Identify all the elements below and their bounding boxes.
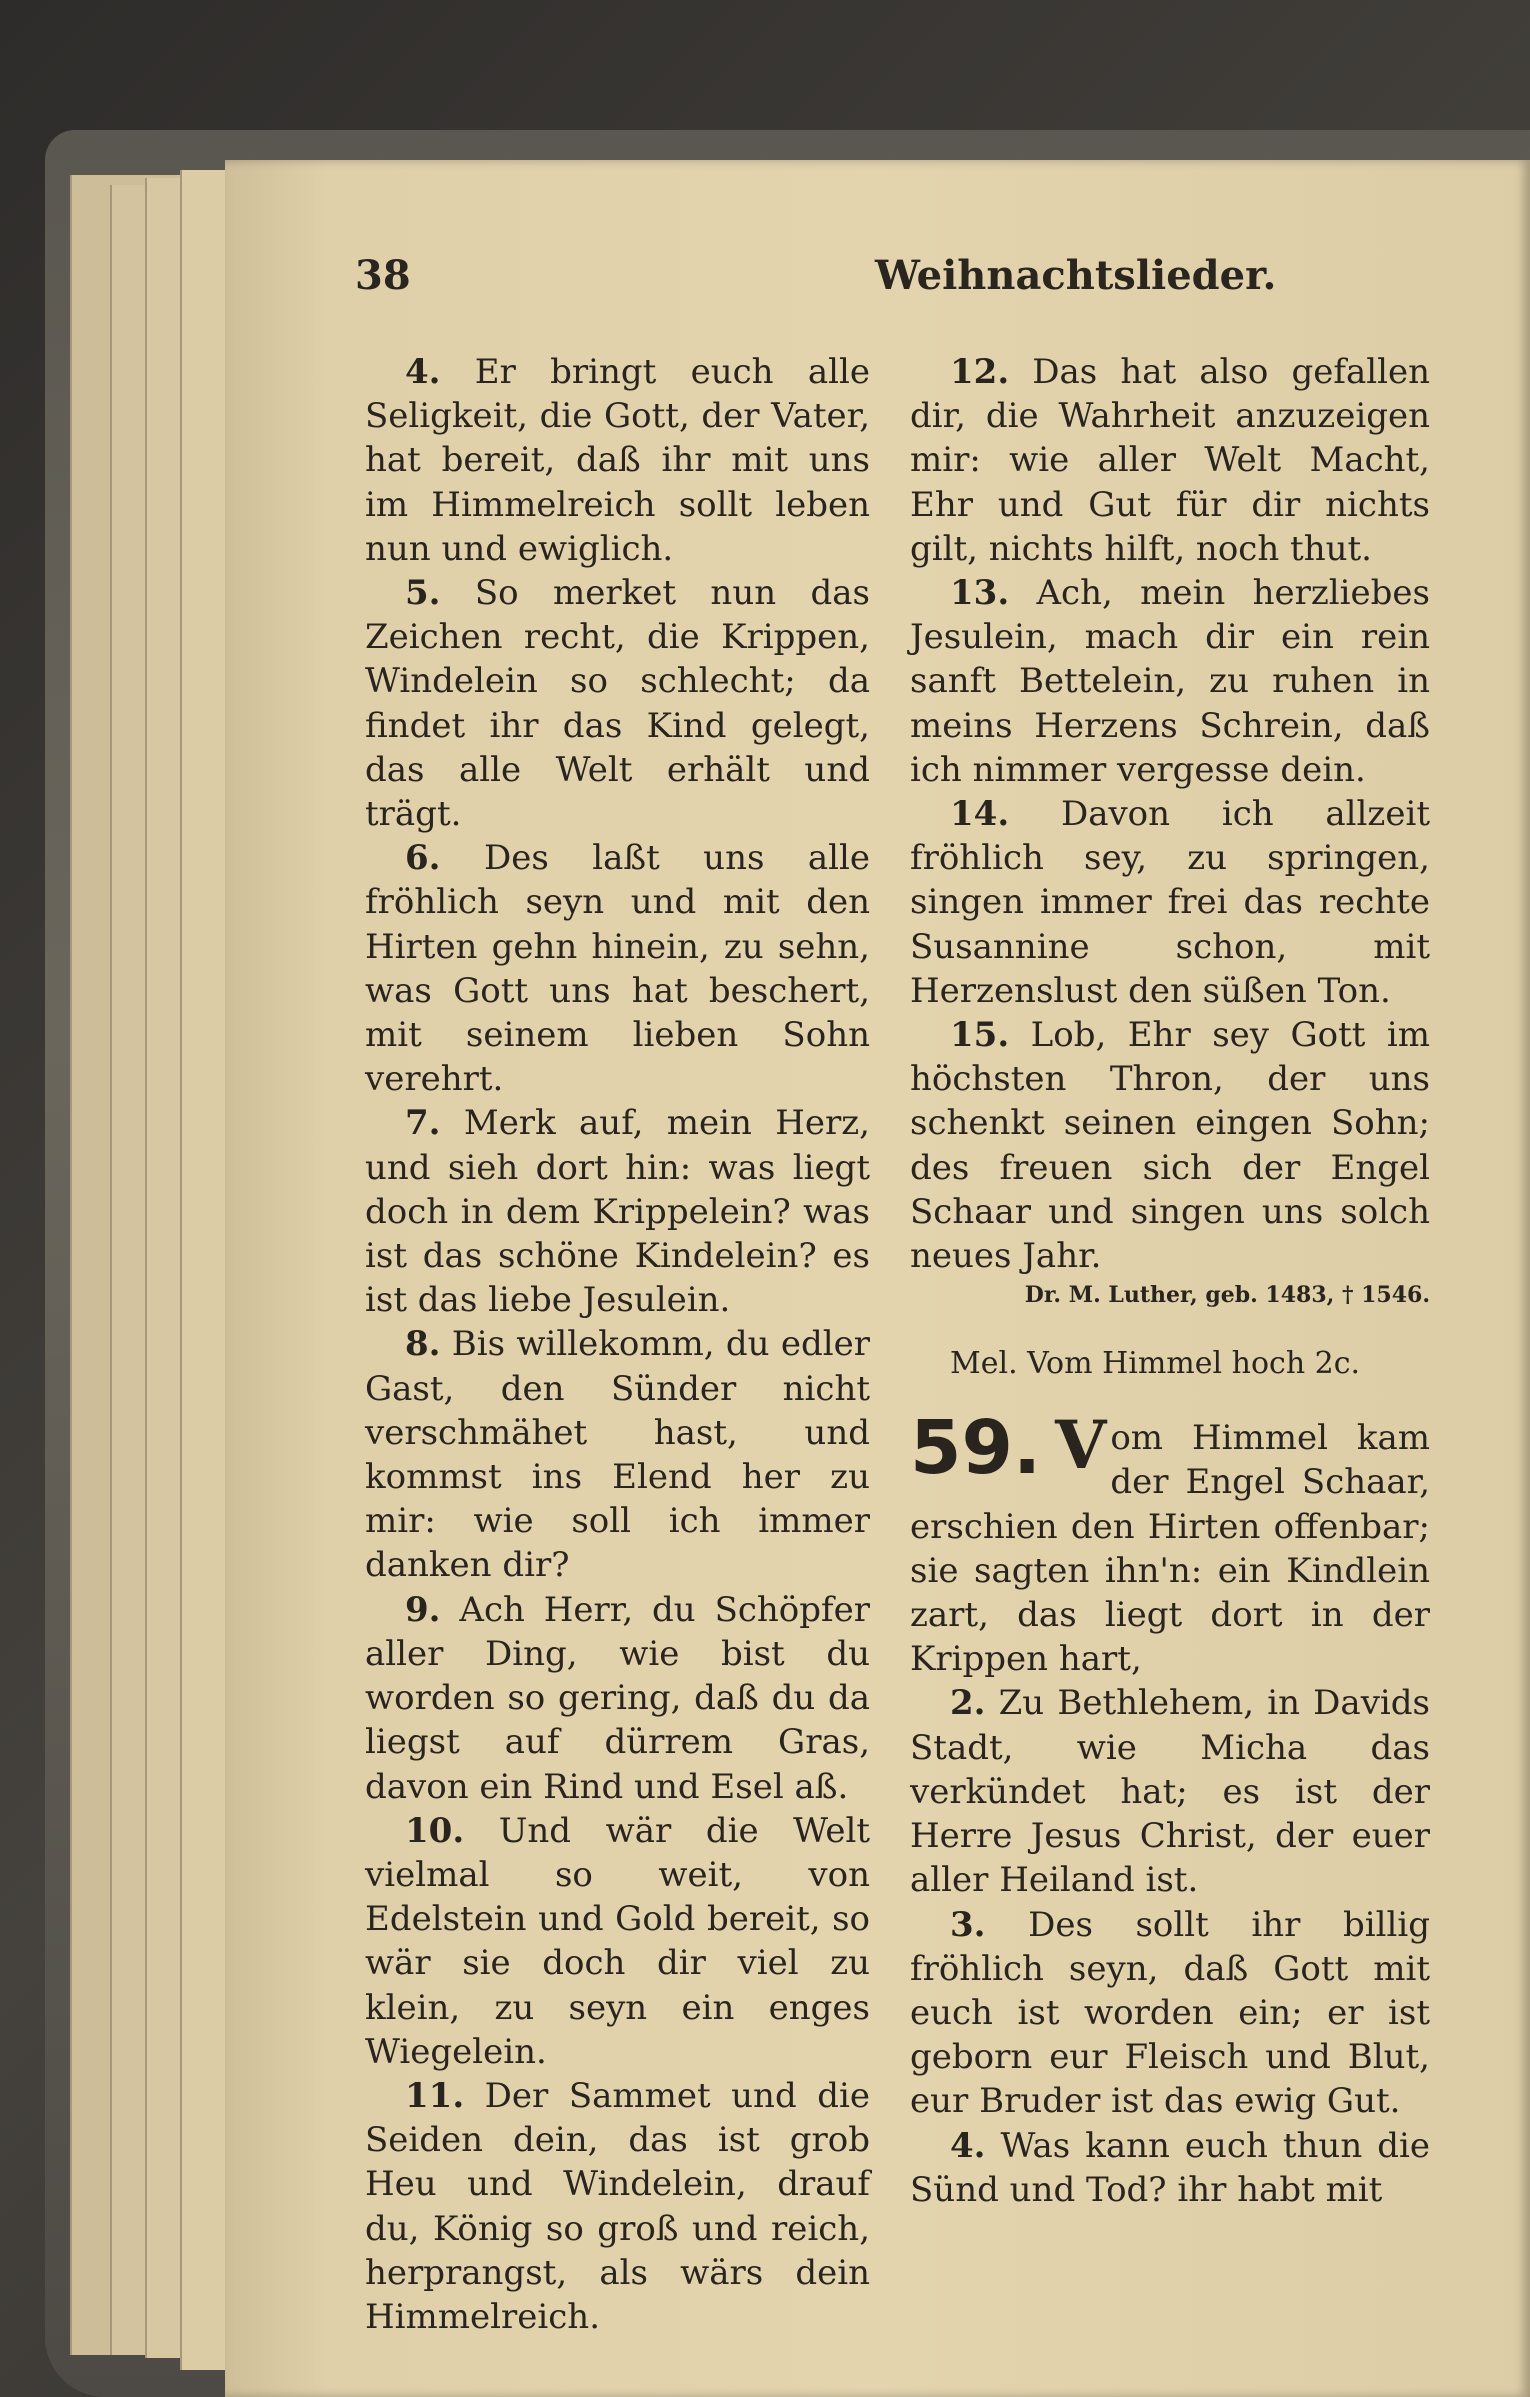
- stanza: 3. Des sollt ihr billig fröhlich seyn, daß Gott mit euch ist worden ein; er ist geborn eur Fleisch und Blut, eur Bruder ist das ewig Gut.: [910, 1904, 1430, 2122]
- stanza: 10. Und wär die Welt vielmal so weit, von Edelstein und Gold bereit, so wär sie doch dir viel zu klein, zu seyn ein enges Wiegelein.: [365, 1810, 870, 2072]
- stanza: 13. Ach, mein herzliebes Jesulein, mach dir ein rein sanft Bettelein, zu ruhen in meins Herzens Schrein, daß ich nimmer vergesse dein.: [910, 573, 1430, 790]
- running-head: Weihnachtslieder.: [875, 252, 1277, 299]
- drop-cap: V: [1055, 1406, 1107, 1485]
- stanza: 8. Bis willekomm, du edler Gast, den Sünder nicht verschmähet hast, und kommst ins Elend her zu mir: wie soll ich immer danken dir?: [365, 1324, 870, 1586]
- stanza: 11. Der Sammet und die Seiden dein, das ist grob Heu und Windelein, drauf du, König so groß und reich, herprangst, als wärs dein Himmelreich.: [365, 2075, 870, 2337]
- stanza: 6. Des laßt uns alle fröhlich seyn und mit den Hirten gehn hinein, zu sehn, was Gott uns hat beschert, mit seinem lieben Sohn verehrt.: [365, 838, 871, 1100]
- page-number: 38: [355, 252, 411, 299]
- stanza: 15. Lob, Ehr sey Gott im höchsten Thron, der uns schenkt seinen eingen Sohn; des freuen sich der Engel Schaar und singen uns solch neues Jahr.: [910, 1015, 1430, 1277]
- stanza: 12. Das hat also gefallen dir, die Wahrheit anzuzeigen mir: wie aller Welt Macht, Ehr und Gut für dir nichts gilt, nichts hilft, noch thut.: [910, 352, 1430, 569]
- book-page: [225, 160, 1530, 2397]
- stanza: 4. Was kann euch thun die Sünd und Tod? ihr habt mit: [910, 2125, 1430, 2210]
- left-column: [365, 350, 870, 2339]
- stanza: 5. So merket nun das Zeichen recht, die Krippen, Windelein so schlecht; da findet ihr das Kind gelegt, das alle Welt erhält und trägt.: [365, 573, 870, 835]
- attribution: Dr. M. Luther, geb. 1483, † 1546.: [1024, 1282, 1430, 1309]
- stanza: 7. Merk auf, mein Herz, und sieh dort hin: was liegt doch in dem Krippelein? was ist das schöne Kindelein? es ist das liebe Jesulein.: [365, 1103, 870, 1321]
- melody-line: Mel. Vom Himmel hoch 2c.: [950, 1346, 1361, 1382]
- hymn-first-stanza: om Himmel kam der Engel Schaar, erschien den Hirten offenbar; sie sagten ihn'n: ein Kindlein zart, das liegt dort in der Krippen hart,: [910, 1418, 1430, 1680]
- stanza: 4. Er bringt euch alle Seligkeit, die Gott, der Vater, hat bereit, daß ihr mit uns im Himmelreich sollt leben nun und ewiglich.: [365, 352, 870, 569]
- page-header: [355, 252, 1475, 312]
- hymn-59-start: [910, 1405, 1430, 1681]
- stanza: 2. Zu Bethlehem, in Davids Stadt, wie Micha das verkündet hat; es ist der Herre Jesus Christ, der euer aller Heiland ist.: [910, 1683, 1430, 1901]
- stanza: 14. Davon ich allzeit fröhlich sey, zu springen, singen immer frei das rechte Susannine schon, mit Herzenslust den süßen Ton.: [910, 794, 1430, 1011]
- hymn-number: 59.: [910, 1405, 1042, 1492]
- right-column: [910, 350, 1430, 2212]
- stanza: 9. Ach Herr, du Schöpfer aller Ding, wie bist du worden so gering, daß du da liegst auf dürrem Gras, davon ein Rind und Esel aß.: [365, 1589, 870, 1807]
